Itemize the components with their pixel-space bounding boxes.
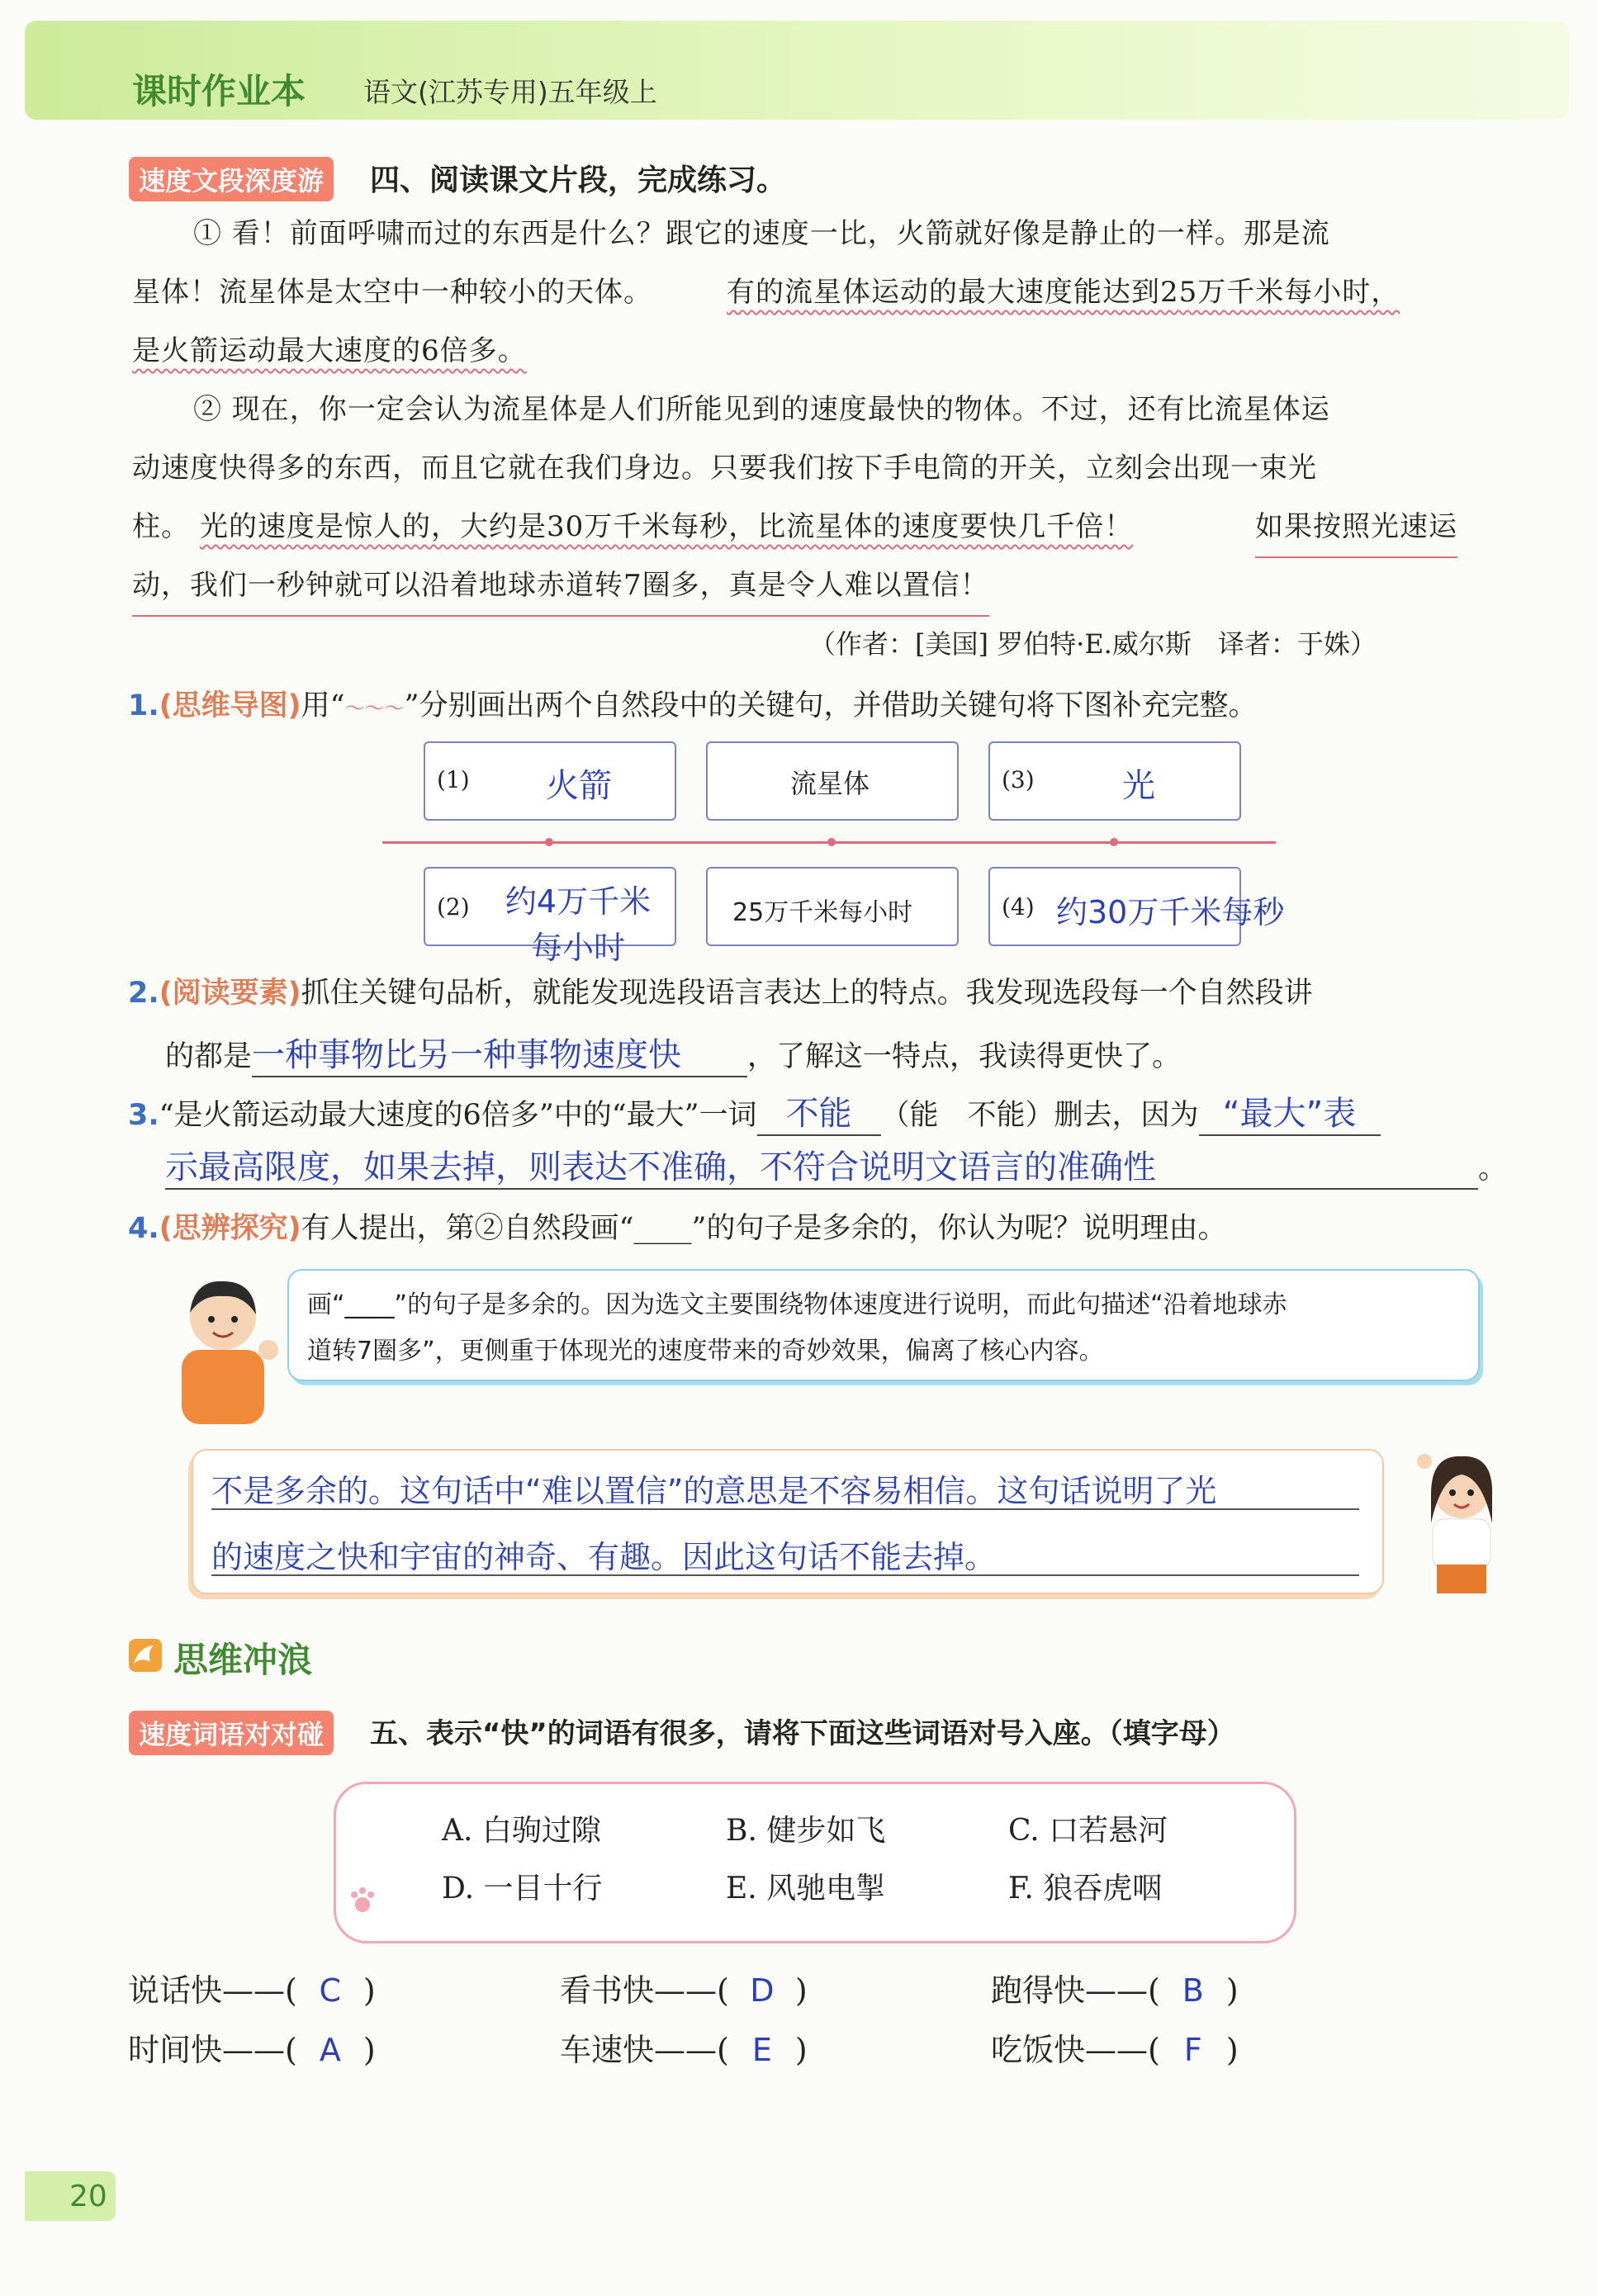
wavy-mark-icon: ～～～: [344, 697, 405, 720]
word-options-box: [334, 1782, 1296, 1943]
surf-icon: [129, 1639, 162, 1672]
q4: [128, 1205, 1226, 1247]
box3-label: (3): [1002, 766, 1035, 793]
p2-line4: 动，我们一秒钟就可以沿着地球赤道转7圈多，真是令人难以置信！: [132, 556, 989, 617]
q1-number: 1.: [128, 689, 159, 722]
section5-title: 五、表示“快”的词语有很多，请将下面这些词语对号入座。（填字母）: [370, 1717, 1235, 1750]
credit: （作者：[美国] 罗伯特·E.威尔斯 译者：于姝）: [809, 628, 1377, 660]
answer-3-label: 跑得快——(: [991, 1972, 1160, 2009]
q2-number: 2.: [128, 977, 159, 1010]
brand-title: 课时作业本: [132, 71, 306, 111]
q2-pre: 的都是: [165, 1040, 253, 1073]
option-b: B. 健步如飞: [726, 1814, 886, 1848]
q3-text: “是火箭运动最大速度的6倍多”中的“最大”一词: [159, 1099, 757, 1132]
p1-key-sentence-a: 有的流星体运动的最大速度能达到25万千米每小时，: [727, 276, 1400, 309]
answer-5-close: ): [794, 2032, 808, 2068]
box2-text: 流星体: [790, 768, 870, 799]
boy-icon: [165, 1271, 281, 1424]
p1-line2a: 星体！流星体是太空中一种较小的天体。: [132, 276, 652, 309]
answer-4-value: A: [319, 2032, 341, 2068]
box1-answer: 火箭: [546, 767, 612, 805]
p1-line1: ① 看！前面呼啸而过的东西是什么？跟它的速度一比，火箭就好像是静止的一样。那是流: [193, 217, 1330, 250]
boy-avatar: [165, 1271, 281, 1424]
boy-line2: 道转7圈多”，更侧重于体现光的速度带来的奇妙效果，偏离了核心内容。: [307, 1337, 1104, 1366]
mindmap-box-1: [424, 741, 676, 821]
girl-answer-line2: 的速度之快和宇宙的神奇、有趣。因此这句话不能去掉。: [211, 1539, 997, 1575]
q2-type: (阅读要素): [159, 977, 301, 1010]
option-f: F. 狼吞虎咽: [1008, 1872, 1163, 1905]
answer-3: [991, 1965, 1239, 2010]
q2-text: 抓住关键句品析，就能发现选段语言表达上的特点。我发现选段每一个自然段讲: [301, 977, 1313, 1010]
answer-4: [128, 2024, 376, 2070]
p2-line1: ② 现在，你一定会认为流星体是人们所能见到的速度最快的物体。不过，还有比流星体运: [193, 393, 1330, 426]
box4-answer: 约4万千米每小时: [505, 883, 652, 966]
boy-line1: 画“____”的句子是多余的。因为选文主要围绕物体速度进行说明，而此句描述“沿着地球赤: [307, 1290, 1287, 1319]
p1-key-sentence-b: 是火箭运动最大速度的6倍多。: [132, 334, 527, 367]
answer-1-close: ): [363, 1972, 376, 2009]
section4-tag: 速度文段深度游: [129, 157, 334, 201]
paw-icon: [346, 1883, 379, 1920]
q2-post: ，了解这一特点，我读得更快了。: [747, 1040, 1182, 1073]
page-number: 20: [69, 2180, 107, 2213]
answer-6-close: ): [1225, 2032, 1239, 2068]
box6-label: (4): [1002, 893, 1035, 921]
option-d: D. 一目十行: [442, 1872, 603, 1905]
p2-line2: 动速度快得多的东西，而且它就在我们身边。只要我们按下手电筒的开关，立刻会出现一束光: [132, 452, 1317, 485]
box5-text: 25万千米每小时: [732, 898, 913, 927]
answer-1-value: C: [319, 1972, 342, 2009]
q3-line1: [128, 1087, 1381, 1136]
box1-label: (1): [437, 766, 470, 793]
section4-title: 四、阅读课文片段，完成练习。: [370, 163, 787, 197]
answer-6-value: F: [1183, 2032, 1202, 2068]
q3-choice: （能 不能）删去，因为: [880, 1099, 1199, 1132]
answer-1-label: 说话快——(: [128, 1972, 297, 2009]
q2-line1: [128, 970, 1313, 1011]
girl-icon: [1416, 1445, 1507, 1593]
p2-line3c: 如果按照光速运: [1255, 498, 1457, 558]
thinking-title: 思维冲浪: [173, 1640, 313, 1680]
q3-answer2b: 示最高限度，如果去掉，则表达不准确，不符合说明文语言的准确性: [165, 1141, 1478, 1190]
answer-2-value: D: [750, 1972, 775, 2009]
paragraph-2: [132, 381, 1503, 628]
mindmap-box-2: [706, 741, 959, 821]
q2-answer: 一种事物比另一种事物速度快: [252, 1029, 747, 1077]
box3-answer: 光: [1122, 767, 1155, 805]
q3-number: 3.: [128, 1099, 159, 1132]
girl-answer-bubble: [192, 1449, 1384, 1594]
mindmap-box-6: [988, 867, 1285, 946]
p2-line3a: 柱。: [132, 510, 190, 543]
subject-title: 语文(江苏专用)五年级上: [363, 76, 657, 108]
boy-speech-bubble: [287, 1269, 1480, 1381]
answer-5: [560, 2024, 808, 2070]
q3-answer1: 不能: [757, 1087, 881, 1136]
q2-line2: [165, 1029, 1181, 1077]
q3-end: 。: [1478, 1153, 1508, 1186]
option-e: E. 风驰电掣: [726, 1872, 886, 1905]
mindmap-box-5: [706, 867, 959, 946]
q4-text: 有人提出，第②自然段画“____”的句子是多余的，你认为呢？说明理由。: [301, 1212, 1227, 1245]
answer-2: [560, 1965, 808, 2010]
p2-key-sentence: 光的速度是惊人的，大约是30万千米每秒，比流星体的速度要快几千倍！: [200, 510, 1134, 543]
q4-type: (思辨探究): [159, 1212, 301, 1245]
answer-2-label: 看书快——(: [560, 1972, 729, 2009]
paragraph-1: [132, 205, 1503, 370]
answer-5-value: E: [751, 2032, 772, 2068]
option-a: A. 白驹过隙: [442, 1814, 601, 1848]
mindmap-box-3: [988, 741, 1241, 821]
section5-tag: 速度词语对对碰: [129, 1711, 334, 1755]
answer-3-value: B: [1182, 1972, 1204, 2009]
answer-2-close: ): [794, 1972, 808, 2009]
q1-text-post: ”分别画出两个自然段中的关键句，并借助关键句将下图补充完整。: [404, 689, 1258, 722]
answer-6: [991, 2024, 1239, 2070]
q1-text-pre: 用“: [301, 689, 345, 722]
answer-3-close: ): [1225, 1972, 1239, 2009]
girl-answer-line1: 不是多余的。这句话中“难以置信”的意思是不容易相信。这句话说明了光: [211, 1473, 1217, 1509]
line-dot-2: [827, 838, 836, 846]
answer-4-close: ): [363, 2032, 376, 2068]
answer-6-label: 吃饭快——(: [991, 2032, 1160, 2068]
q1: [128, 683, 1257, 724]
girl-avatar: [1416, 1445, 1507, 1593]
q3-line2: [165, 1141, 1507, 1190]
box4-label: (2): [437, 893, 470, 921]
answer-5-label: 车速快——(: [560, 2032, 729, 2068]
option-c: C. 口若悬河: [1008, 1814, 1168, 1848]
answer-1: [128, 1965, 376, 2010]
line-dot-1: [545, 838, 553, 846]
q1-type: (思维导图): [159, 689, 301, 722]
answer-4-label: 时间快——(: [128, 2032, 297, 2068]
q4-number: 4.: [128, 1212, 159, 1245]
line-dot-3: [1110, 838, 1118, 846]
q3-answer2a: “最大”表: [1199, 1087, 1381, 1136]
box6-answer: 约30万千米每秒: [1056, 894, 1285, 930]
mindmap-box-4: [424, 867, 676, 966]
